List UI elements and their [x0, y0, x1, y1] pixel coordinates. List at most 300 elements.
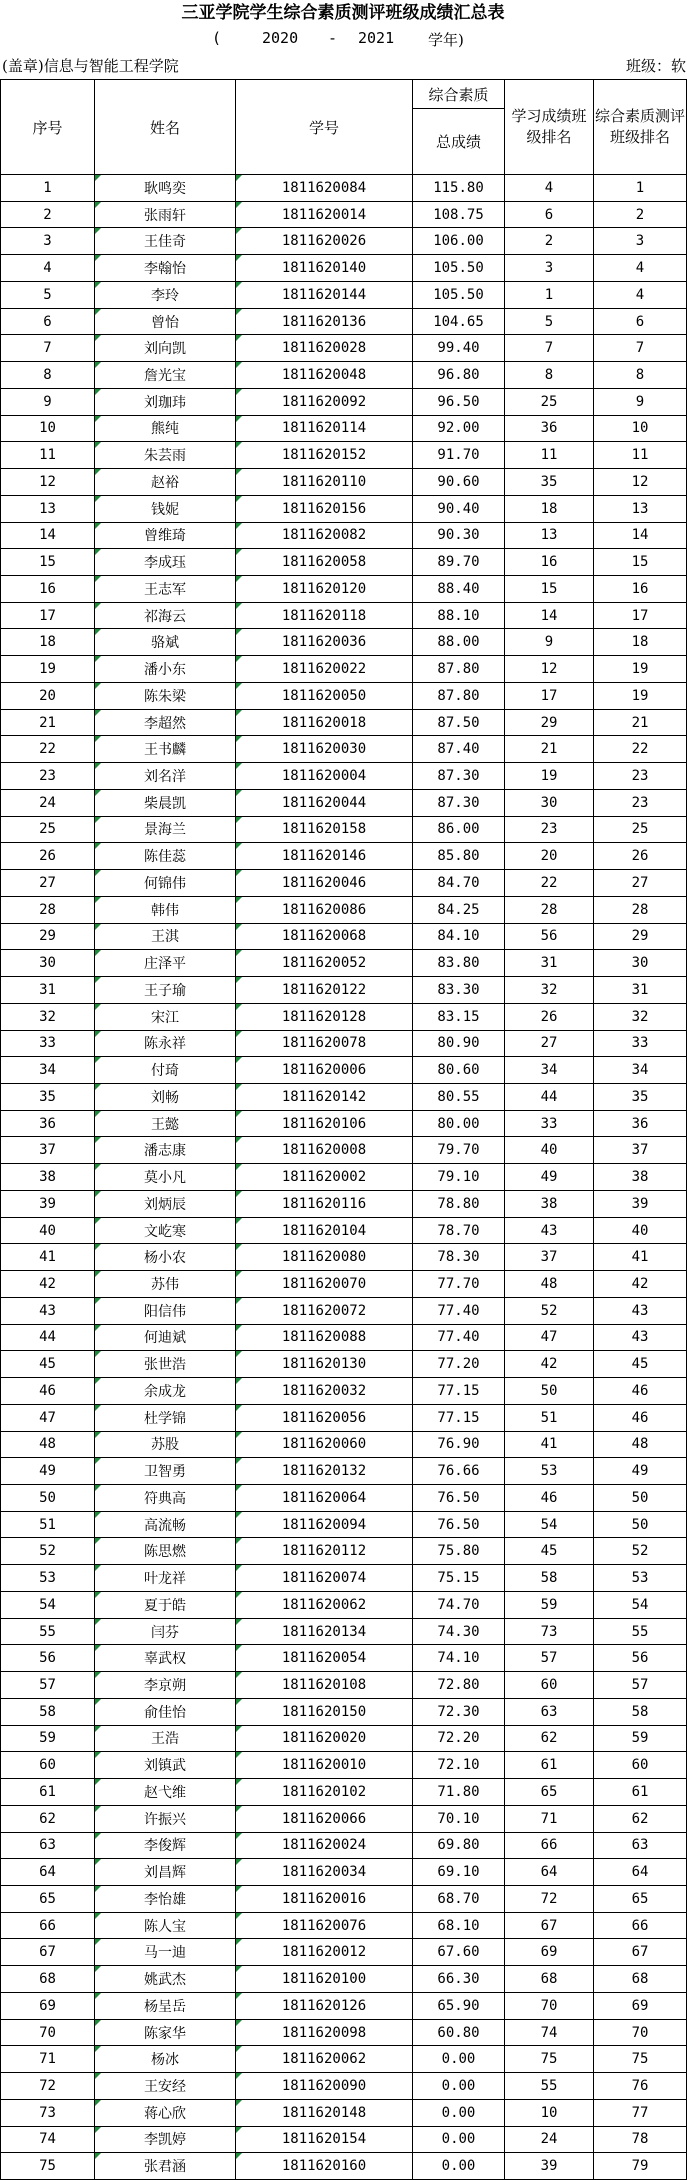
cell-study-rank: 7: [505, 335, 594, 362]
cell-study-rank: 13: [505, 522, 594, 549]
table-row: [1, 1458, 687, 1485]
table-row: [1, 1886, 687, 1913]
cell-quality-rank: 63: [594, 1832, 687, 1859]
cell-student-id: 1811620148: [236, 2099, 413, 2126]
cell-seq: 37: [1, 1137, 95, 1164]
cell-student-id: 1811620018: [236, 709, 413, 736]
cell-study-rank: 36: [505, 415, 594, 442]
cell-study-rank: 28: [505, 896, 594, 923]
cell-name: 张君涵: [95, 2153, 236, 2180]
cell-student-id: 1811620136: [236, 308, 413, 335]
cell-study-rank: 6: [505, 201, 594, 228]
table-row: [1, 843, 687, 870]
cell-study-rank: 54: [505, 1511, 594, 1538]
table-row: [1, 682, 687, 709]
cell-name: 赵裕: [95, 469, 236, 496]
cell-quality-rank: 50: [594, 1484, 687, 1511]
cell-quality-rank: 37: [594, 1137, 687, 1164]
cell-quality-rank: 14: [594, 522, 687, 549]
table-row: [1, 1805, 687, 1832]
cell-study-rank: 9: [505, 629, 594, 656]
cell-quality-rank: 23: [594, 789, 687, 816]
table-row: [1, 576, 687, 603]
cell-total-score: 77.20: [413, 1351, 505, 1378]
cell-student-id: 1811620012: [236, 1939, 413, 1966]
cell-student-id: 1811620146: [236, 843, 413, 870]
table-row: [1, 2046, 687, 2073]
cell-name: 夏于皓: [95, 1591, 236, 1618]
cell-quality-rank: 21: [594, 709, 687, 736]
cell-study-rank: 19: [505, 763, 594, 790]
cell-study-rank: 48: [505, 1271, 594, 1298]
cell-name: 刘珈玮: [95, 388, 236, 415]
cell-name: 陈家华: [95, 2019, 236, 2046]
header-student-id: 学号: [236, 80, 413, 175]
cell-seq: 20: [1, 682, 95, 709]
cell-name: 陈永祥: [95, 1030, 236, 1057]
cell-study-rank: 23: [505, 816, 594, 843]
cell-quality-rank: 78: [594, 2126, 687, 2153]
cell-name: 骆斌: [95, 629, 236, 656]
table-row: [1, 1217, 687, 1244]
year-start: 2020: [262, 29, 299, 47]
table-row: [1, 789, 687, 816]
table-row: [1, 816, 687, 843]
cell-total-score: 78.80: [413, 1190, 505, 1217]
cell-seq: 39: [1, 1190, 95, 1217]
cell-quality-rank: 3: [594, 228, 687, 255]
cell-seq: 41: [1, 1244, 95, 1271]
cell-quality-rank: 33: [594, 1030, 687, 1057]
cell-quality-rank: 40: [594, 1217, 687, 1244]
cell-student-id: 1811620006: [236, 1057, 413, 1084]
table-row: [1, 1966, 687, 1993]
cell-student-id: 1811620068: [236, 923, 413, 950]
cell-study-rank: 5: [505, 308, 594, 335]
cell-quality-rank: 9: [594, 388, 687, 415]
table-row: [1, 2073, 687, 2100]
cell-name: 柴晨凯: [95, 789, 236, 816]
cell-total-score: 87.80: [413, 656, 505, 683]
cell-name: 刘昌辉: [95, 1859, 236, 1886]
cell-study-rank: 51: [505, 1404, 594, 1431]
cell-study-rank: 12: [505, 656, 594, 683]
table-row: [1, 1591, 687, 1618]
cell-total-score: 79.10: [413, 1164, 505, 1191]
cell-total-score: 77.15: [413, 1404, 505, 1431]
cell-student-id: 1811620062: [236, 2046, 413, 2073]
cell-quality-rank: 6: [594, 308, 687, 335]
cell-seq: 30: [1, 950, 95, 977]
cell-study-rank: 41: [505, 1431, 594, 1458]
cell-total-score: 72.80: [413, 1672, 505, 1699]
cell-name: 詹光宝: [95, 362, 236, 389]
cell-total-score: 91.70: [413, 442, 505, 469]
table-row: [1, 228, 687, 255]
year-open-paren: (: [212, 29, 222, 47]
cell-name: 杜学锦: [95, 1404, 236, 1431]
cell-study-rank: 38: [505, 1190, 594, 1217]
cell-seq: 71: [1, 2046, 95, 2073]
cell-student-id: 1811620016: [236, 1886, 413, 1913]
cell-name: 杨小农: [95, 1244, 236, 1271]
table-row: [1, 1832, 687, 1859]
cell-name: 李超然: [95, 709, 236, 736]
cell-seq: 38: [1, 1164, 95, 1191]
cell-student-id: 1811620060: [236, 1431, 413, 1458]
cell-quality-rank: 62: [594, 1805, 687, 1832]
cell-quality-rank: 43: [594, 1324, 687, 1351]
cell-student-id: 1811620004: [236, 763, 413, 790]
cell-student-id: 1811620046: [236, 870, 413, 897]
cell-study-rank: 50: [505, 1378, 594, 1405]
cell-student-id: 1811620014: [236, 201, 413, 228]
cell-study-rank: 22: [505, 870, 594, 897]
cell-seq: 50: [1, 1484, 95, 1511]
table-row: [1, 201, 687, 228]
cell-total-score: 76.50: [413, 1511, 505, 1538]
table-row: [1, 1324, 687, 1351]
cell-study-rank: 32: [505, 977, 594, 1004]
table-body: [1, 175, 687, 2180]
cell-seq: 59: [1, 1725, 95, 1752]
cell-name: 刘向凯: [95, 335, 236, 362]
cell-total-score: 80.55: [413, 1083, 505, 1110]
cell-name: 许振兴: [95, 1805, 236, 1832]
cell-total-score: 75.80: [413, 1538, 505, 1565]
cell-study-rank: 67: [505, 1912, 594, 1939]
cell-name: 蒋心欣: [95, 2099, 236, 2126]
cell-study-rank: 44: [505, 1083, 594, 1110]
table-row: [1, 549, 687, 576]
cell-study-rank: 4: [505, 175, 594, 202]
cell-quality-rank: 30: [594, 950, 687, 977]
cell-total-score: 86.00: [413, 816, 505, 843]
cell-seq: 75: [1, 2153, 95, 2180]
cell-seq: 67: [1, 1939, 95, 1966]
cell-name: 祁海云: [95, 602, 236, 629]
cell-total-score: 0.00: [413, 2126, 505, 2153]
cell-student-id: 1811620056: [236, 1404, 413, 1431]
cell-quality-rank: 8: [594, 362, 687, 389]
cell-name: 余成龙: [95, 1378, 236, 1405]
cell-quality-rank: 52: [594, 1538, 687, 1565]
cell-seq: 73: [1, 2099, 95, 2126]
cell-total-score: 80.60: [413, 1057, 505, 1084]
page-title: 三亚学院学生综合素质测评班级成绩汇总表: [181, 3, 505, 23]
cell-quality-rank: 13: [594, 495, 687, 522]
header-study-rank: 学习成绩班级排名: [505, 80, 594, 175]
cell-student-id: 1811620044: [236, 789, 413, 816]
table-row: [1, 1404, 687, 1431]
table-row: [1, 1190, 687, 1217]
table-row: [1, 2153, 687, 2180]
cell-name: 卫智勇: [95, 1458, 236, 1485]
cell-quality-rank: 60: [594, 1752, 687, 1779]
cell-quality-rank: 75: [594, 2046, 687, 2073]
header-quality-rank: 综合素质测评班级排名: [594, 80, 687, 175]
cell-seq: 23: [1, 763, 95, 790]
cell-quality-rank: 36: [594, 1110, 687, 1137]
cell-study-rank: 73: [505, 1618, 594, 1645]
cell-student-id: 1811620158: [236, 816, 413, 843]
cell-study-rank: 11: [505, 442, 594, 469]
cell-study-rank: 33: [505, 1110, 594, 1137]
cell-study-rank: 63: [505, 1698, 594, 1725]
cell-student-id: 1811620032: [236, 1378, 413, 1405]
cell-name: 王书麟: [95, 736, 236, 763]
cell-quality-rank: 46: [594, 1378, 687, 1405]
table-row: [1, 736, 687, 763]
cell-seq: 60: [1, 1752, 95, 1779]
cell-total-score: 77.70: [413, 1271, 505, 1298]
subheader-line: [0, 51, 686, 79]
table-row: [1, 469, 687, 496]
cell-quality-rank: 61: [594, 1779, 687, 1806]
cell-quality-rank: 48: [594, 1431, 687, 1458]
cell-study-rank: 66: [505, 1832, 594, 1859]
cell-quality-rank: 49: [594, 1458, 687, 1485]
cell-student-id: 1811620094: [236, 1511, 413, 1538]
table-row: [1, 1164, 687, 1191]
cell-student-id: 1811620132: [236, 1458, 413, 1485]
cell-seq: 69: [1, 1992, 95, 2019]
cell-quality-rank: 57: [594, 1672, 687, 1699]
cell-seq: 5: [1, 281, 95, 308]
cell-name: 潘志康: [95, 1137, 236, 1164]
cell-name: 王淇: [95, 923, 236, 950]
cell-seq: 43: [1, 1297, 95, 1324]
header-seq: 序号: [1, 80, 95, 175]
cell-student-id: 1811620152: [236, 442, 413, 469]
cell-study-rank: 43: [505, 1217, 594, 1244]
cell-total-score: 88.10: [413, 602, 505, 629]
table-row: [1, 1378, 687, 1405]
cell-student-id: 1811620130: [236, 1351, 413, 1378]
cell-name: 朱芸雨: [95, 442, 236, 469]
cell-student-id: 1811620112: [236, 1538, 413, 1565]
cell-name: 王志军: [95, 576, 236, 603]
cell-quality-rank: 17: [594, 602, 687, 629]
table-row: [1, 308, 687, 335]
cell-name: 钱妮: [95, 495, 236, 522]
cell-quality-rank: 64: [594, 1859, 687, 1886]
cell-seq: 54: [1, 1591, 95, 1618]
cell-seq: 46: [1, 1378, 95, 1405]
cell-study-rank: 49: [505, 1164, 594, 1191]
cell-quality-rank: 45: [594, 1351, 687, 1378]
cell-total-score: 77.15: [413, 1378, 505, 1405]
cell-study-rank: 40: [505, 1137, 594, 1164]
cell-total-score: 77.40: [413, 1324, 505, 1351]
cell-study-rank: 14: [505, 602, 594, 629]
cell-study-rank: 8: [505, 362, 594, 389]
cell-quality-rank: 10: [594, 415, 687, 442]
cell-total-score: 83.30: [413, 977, 505, 1004]
cell-total-score: 69.80: [413, 1832, 505, 1859]
cell-student-id: 1811620064: [236, 1484, 413, 1511]
table-row: [1, 1992, 687, 2019]
cell-name: 王子瑜: [95, 977, 236, 1004]
table-row: [1, 1057, 687, 1084]
cell-study-rank: 60: [505, 1672, 594, 1699]
table-row: [1, 1003, 687, 1030]
cell-quality-rank: 32: [594, 1003, 687, 1030]
cell-student-id: 1811620080: [236, 1244, 413, 1271]
cell-name: 付琦: [95, 1057, 236, 1084]
cell-student-id: 1811620082: [236, 522, 413, 549]
cell-quality-rank: 56: [594, 1645, 687, 1672]
table-row: [1, 2126, 687, 2153]
table-row: [1, 923, 687, 950]
cell-study-rank: 72: [505, 1886, 594, 1913]
table-row: [1, 1030, 687, 1057]
cell-quality-rank: 65: [594, 1886, 687, 1913]
cell-student-id: 1811620106: [236, 1110, 413, 1137]
cell-seq: 32: [1, 1003, 95, 1030]
cell-student-id: 1811620134: [236, 1618, 413, 1645]
cell-total-score: 78.70: [413, 1217, 505, 1244]
cell-study-rank: 52: [505, 1297, 594, 1324]
cell-quality-rank: 35: [594, 1083, 687, 1110]
cell-quality-rank: 53: [594, 1565, 687, 1592]
cell-study-rank: 61: [505, 1752, 594, 1779]
cell-total-score: 0.00: [413, 2073, 505, 2100]
cell-student-id: 1811620020: [236, 1725, 413, 1752]
cell-quality-rank: 59: [594, 1725, 687, 1752]
cell-study-rank: 3: [505, 255, 594, 282]
cell-total-score: 96.80: [413, 362, 505, 389]
cell-seq: 13: [1, 495, 95, 522]
table-row: [1, 1645, 687, 1672]
cell-quality-rank: 69: [594, 1992, 687, 2019]
cell-study-rank: 58: [505, 1565, 594, 1592]
academic-year-line: [0, 27, 686, 51]
cell-quality-rank: 70: [594, 2019, 687, 2046]
cell-study-rank: 57: [505, 1645, 594, 1672]
cell-student-id: 1811620036: [236, 629, 413, 656]
cell-seq: 42: [1, 1271, 95, 1298]
cell-name: 王懿: [95, 1110, 236, 1137]
table-row: [1, 1538, 687, 1565]
cell-name: 王安经: [95, 2073, 236, 2100]
cell-student-id: 1811620058: [236, 549, 413, 576]
cell-total-score: 90.40: [413, 495, 505, 522]
cell-seq: 34: [1, 1057, 95, 1084]
cell-seq: 10: [1, 415, 95, 442]
cell-seq: 64: [1, 1859, 95, 1886]
cell-seq: 57: [1, 1672, 95, 1699]
cell-student-id: 1811620154: [236, 2126, 413, 2153]
cell-name: 曾维琦: [95, 522, 236, 549]
cell-name: 俞佳怡: [95, 1698, 236, 1725]
cell-student-id: 1811620074: [236, 1565, 413, 1592]
cell-seq: 68: [1, 1966, 95, 1993]
cell-student-id: 1811620110: [236, 469, 413, 496]
cell-seq: 15: [1, 549, 95, 576]
cell-total-score: 92.00: [413, 415, 505, 442]
cell-quality-rank: 16: [594, 576, 687, 603]
cell-seq: 72: [1, 2073, 95, 2100]
cell-seq: 62: [1, 1805, 95, 1832]
cell-study-rank: 71: [505, 1805, 594, 1832]
cell-student-id: 1811620128: [236, 1003, 413, 1030]
cell-quality-rank: 19: [594, 682, 687, 709]
cell-quality-rank: 34: [594, 1057, 687, 1084]
cell-total-score: 84.70: [413, 870, 505, 897]
cell-total-score: 71.80: [413, 1779, 505, 1806]
cell-total-score: 88.40: [413, 576, 505, 603]
table-row: [1, 1859, 687, 1886]
cell-seq: 74: [1, 2126, 95, 2153]
cell-student-id: 1811620026: [236, 228, 413, 255]
cell-study-rank: 31: [505, 950, 594, 977]
cell-seq: 31: [1, 977, 95, 1004]
cell-seq: 56: [1, 1645, 95, 1672]
cell-seq: 61: [1, 1779, 95, 1806]
cell-quality-rank: 11: [594, 442, 687, 469]
cell-name: 韩伟: [95, 896, 236, 923]
table-row: [1, 175, 687, 202]
cell-total-score: 90.30: [413, 522, 505, 549]
cell-quality-rank: 15: [594, 549, 687, 576]
table-row: [1, 1137, 687, 1164]
cell-student-id: 1811620114: [236, 415, 413, 442]
cell-name: 陈朱梁: [95, 682, 236, 709]
cell-total-score: 105.50: [413, 281, 505, 308]
cell-seq: 4: [1, 255, 95, 282]
cell-seq: 28: [1, 896, 95, 923]
cell-student-id: 1811620122: [236, 977, 413, 1004]
cell-student-id: 1811620030: [236, 736, 413, 763]
cell-seq: 36: [1, 1110, 95, 1137]
cell-total-score: 75.15: [413, 1565, 505, 1592]
cell-name: 曾怡: [95, 308, 236, 335]
cell-student-id: 1811620160: [236, 2153, 413, 2180]
table-row: [1, 442, 687, 469]
table-row: [1, 1271, 687, 1298]
cell-total-score: 96.50: [413, 388, 505, 415]
cell-total-score: 76.66: [413, 1458, 505, 1485]
score-summary-table: [0, 79, 687, 2180]
cell-study-rank: 35: [505, 469, 594, 496]
cell-name: 李翰怡: [95, 255, 236, 282]
table-row: [1, 1698, 687, 1725]
cell-total-score: 105.50: [413, 255, 505, 282]
cell-name: 苏伟: [95, 1271, 236, 1298]
cell-seq: 18: [1, 629, 95, 656]
cell-total-score: 77.40: [413, 1297, 505, 1324]
cell-quality-rank: 28: [594, 896, 687, 923]
cell-study-rank: 10: [505, 2099, 594, 2126]
cell-study-rank: 70: [505, 1992, 594, 2019]
cell-seq: 65: [1, 1886, 95, 1913]
cell-student-id: 1811620142: [236, 1083, 413, 1110]
cell-name: 景海兰: [95, 816, 236, 843]
cell-study-rank: 69: [505, 1939, 594, 1966]
cell-total-score: 87.80: [413, 682, 505, 709]
cell-name: 王浩: [95, 1725, 236, 1752]
cell-name: 李成珏: [95, 549, 236, 576]
cell-name: 马一迪: [95, 1939, 236, 1966]
cell-study-rank: 17: [505, 682, 594, 709]
table-row: [1, 1779, 687, 1806]
cell-total-score: 84.10: [413, 923, 505, 950]
cell-student-id: 1811620070: [236, 1271, 413, 1298]
year-dash: -: [328, 29, 338, 47]
cell-seq: 7: [1, 335, 95, 362]
cell-quality-rank: 50: [594, 1511, 687, 1538]
